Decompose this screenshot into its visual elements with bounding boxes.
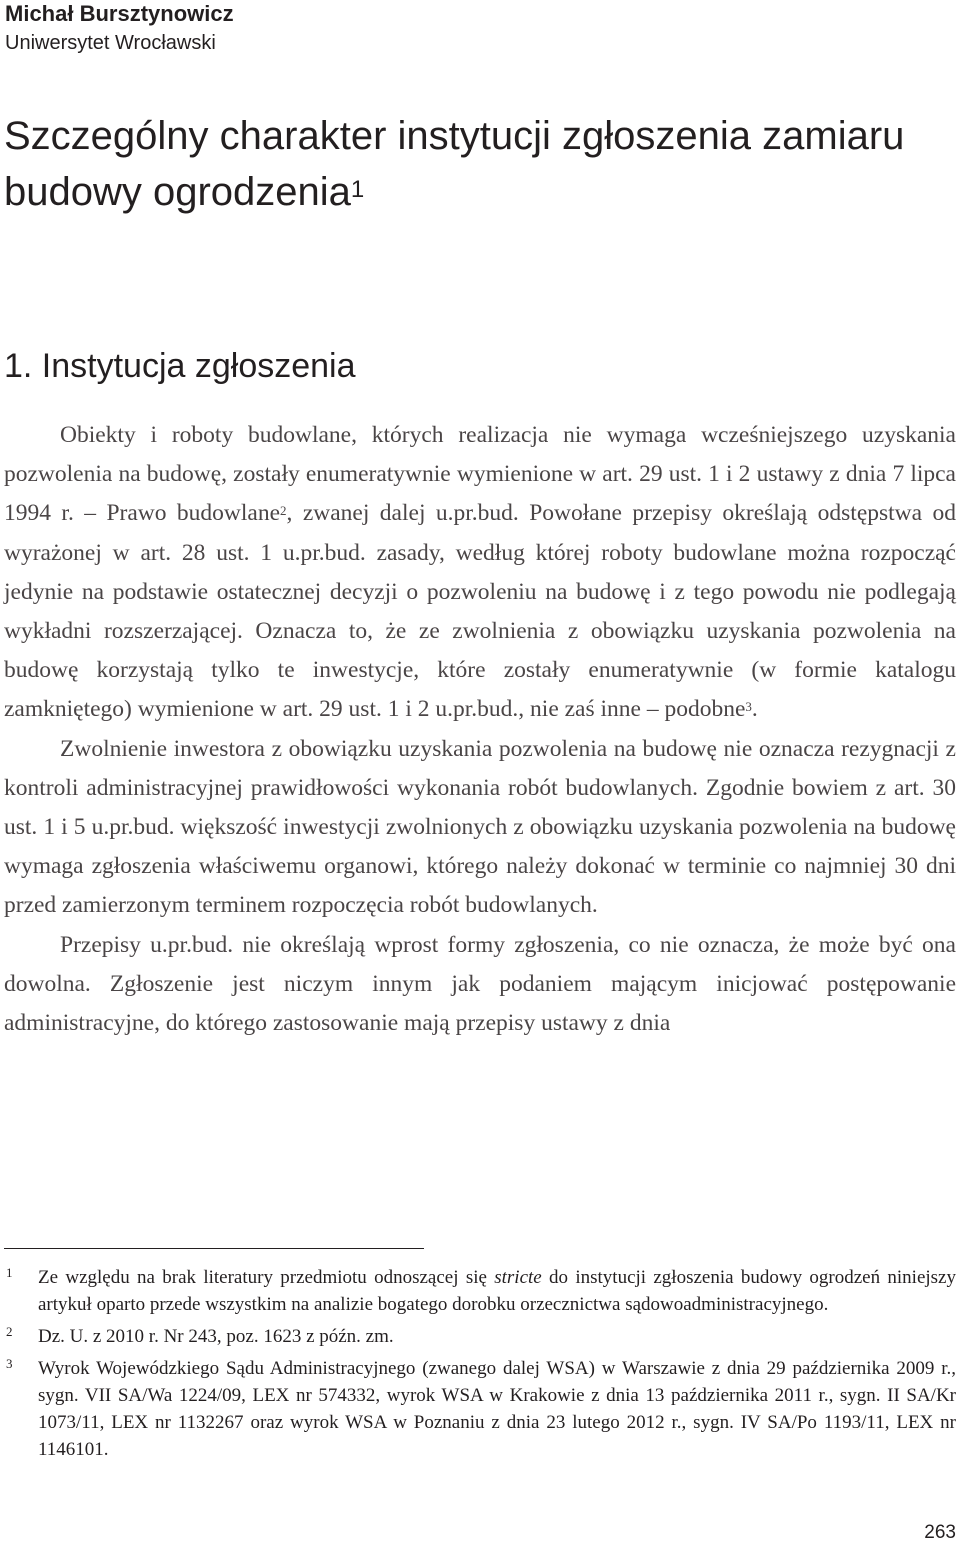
section-heading: 1. Instytucja zgłoszenia <box>4 347 356 385</box>
article-title <box>4 108 954 220</box>
body-paragraph-1-part-b: , zwanej dalej u.pr.bud. Powołane przepisy określają odstępstwa od wyrażonej w art. 28 ust. 1 u.pr.bud. zasady, według której roboty budowlane można rozpocząć jedynie na podstawie ostatecznej decyzji o pozwoleniu na budowę i z tego powodu nie podlegają wykładni rozszerzającej. Oznacza to, że ze zwolnienia z obowiązku uzyskania pozwolenia na budowę korzystają tylko te inwestycje, które zostały enumeratywnie (w formie katalogu zamkniętego) wymienione w art. 29 ust. 1 i 2 u.pr.bud., nie zaś inne – podobne <box>4 500 956 723</box>
body-paragraph-1-part-a: Obiekty i roboty budowlane, których realizacja nie wymaga wcześniejszego uzyskania pozwolenia na budowę, zostały enumeratywnie wymienione w art. 29 ust. 1 i 2 ustawy z dnia 7 lipca 1994 r. – Prawo budowlane <box>4 422 956 527</box>
footnote-number: 1 <box>6 1265 13 1280</box>
page-number: 263 <box>924 1522 956 1543</box>
footnote-3 <box>4 1355 956 1463</box>
footnote-2 <box>4 1323 956 1350</box>
body-paragraph-1-part-c: . <box>751 696 758 723</box>
footnote-number: 3 <box>6 1356 13 1371</box>
footnote-1 <box>4 1264 956 1318</box>
title-footnote-ref: 1 <box>350 176 365 203</box>
footnote-number: 2 <box>6 1324 13 1339</box>
footnote-text: Dz. U. z 2010 r. Nr 243, poz. 1623 z późn. zm. <box>38 1326 394 1347</box>
author-affiliation: Uniwersytet Wrocławski <box>5 32 216 54</box>
body-text <box>4 416 956 1043</box>
body-paragraph-2: Zwolnienie inwestora z obowiązku uzyskania pozwolenia na budowę nie oznacza rezygnacji z kontroli administracyjnej prawidłowości wykonania robót budowlanych. Zgodnie bowiem z art. 30 ust. 1 i 5 u.pr.bud. większość inwestycji zwolnionych z obowiązku uzyskania pozwolenia na budowę wymaga zgłoszenia właściwemu organowi, którego należy dokonać w terminie co najmniej 30 dni przed zamierzonym terminem rozpoczęcia robót budowlanych. <box>4 735 956 919</box>
article-title-text: Szczególny charakter instytucji zgłoszenia zamiaru budowy ogrodzenia <box>4 114 905 214</box>
footnote-ref-3: 3 <box>745 699 752 715</box>
author-name: Michał Bursztynowicz <box>5 1 234 26</box>
footnotes <box>4 1264 956 1468</box>
footnote-ref-2: 2 <box>280 503 287 519</box>
footnote-emphasis: stricte <box>494 1267 542 1288</box>
footnote-text: Wyrok Wojewódzkiego Sądu Administracyjnego (zwanego dalej WSA) w Warszawie z dnia 29 października 2009 r., sygn. VII SA/Wa 1224/09, LEX nr 574332, wyrok WSA w Krakowie z dnia 13 października 2011 r., sygn. II SA/Kr 1073/11, LEX nr 1132267 oraz wyrok WSA w Poznaniu z dnia 23 lutego 2012 r., sygn. IV SA/Po 1193/11, LEX nr 1146101. <box>38 1358 956 1460</box>
footnote-text: do instytucji zgłoszenia budowy ogrodzeń niniejszy artykuł oparto przede wszystkim na analizie bogatego dorobku orzecznictwa sądowoadministracyjnego. <box>38 1267 956 1315</box>
footnote-separator <box>4 1248 424 1249</box>
body-paragraph-1 <box>4 416 956 730</box>
footnote-text: Ze względu na brak literatury przedmiotu odnoszącej się <box>38 1267 495 1288</box>
body-paragraph-3: Przepisy u.pr.bud. nie określają wprost formy zgłoszenia, co nie oznacza, że może być ona dowolna. Zgłoszenie jest niczym innym jak podaniem mającym inicjować postępowanie administracyjne, do którego zastosowanie mają przepisy ustawy z dnia <box>4 931 956 1037</box>
